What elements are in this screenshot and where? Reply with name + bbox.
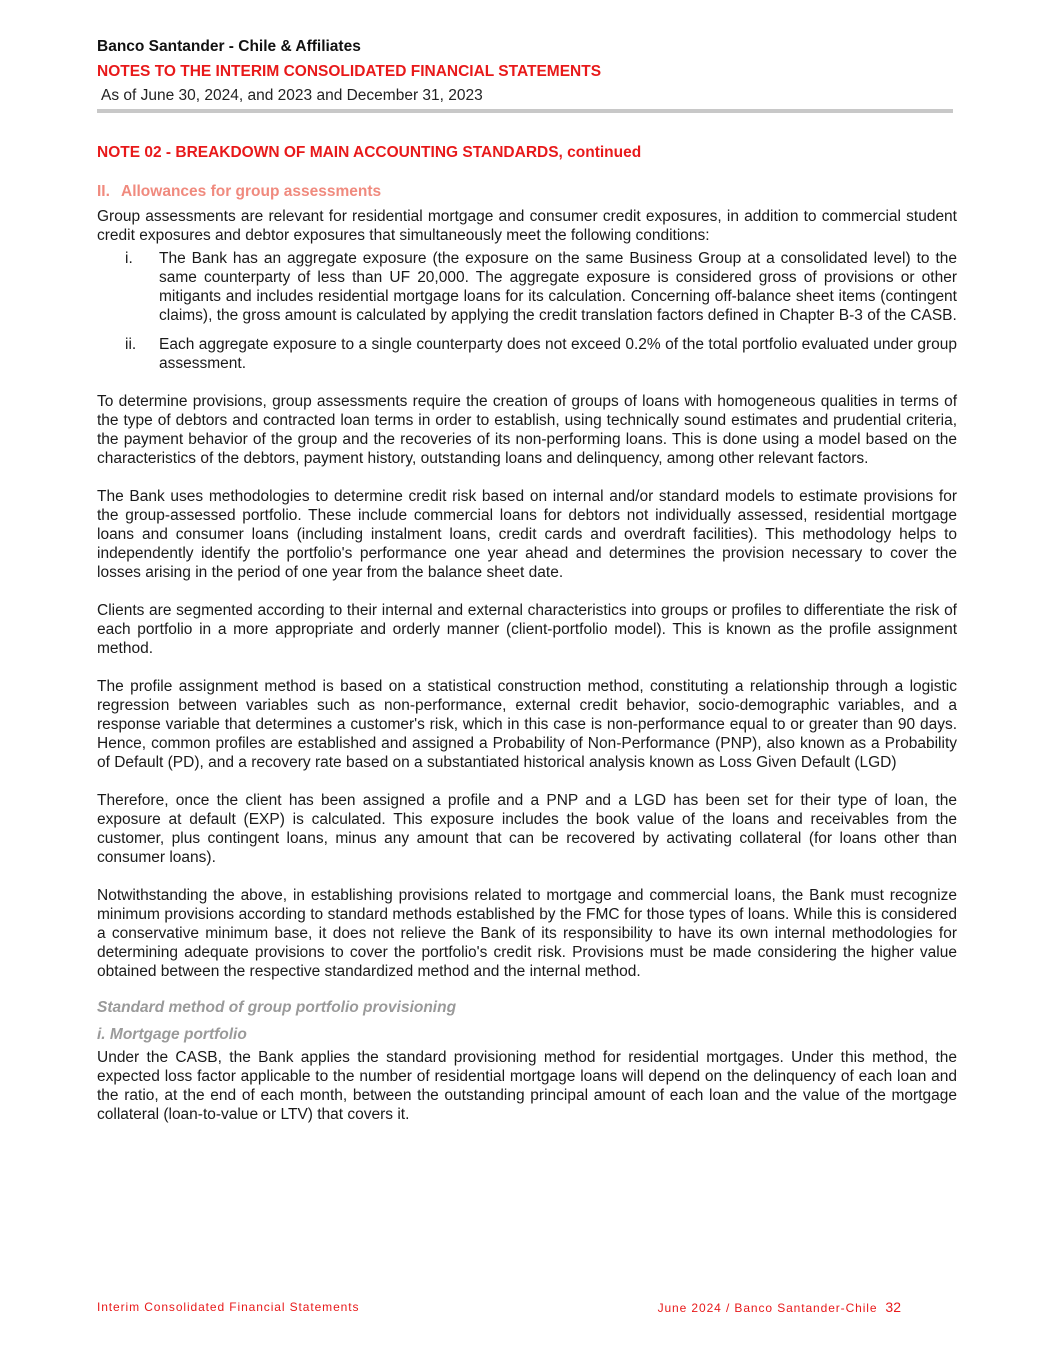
list-marker: i.	[125, 250, 133, 267]
document-date: As of June 30, 2024, and 2023 and December 31, 2023	[101, 87, 483, 104]
footer-right	[658, 1299, 901, 1316]
paragraph-segmentation: Clients are segmented according to their internal and external characteristics into groups or profiles to differentiate the risk of each portfolio in a more appropriate and orderly manner (client-portfolio model). This is known as the profile assignment method.	[97, 602, 957, 657]
note-title: NOTE 02 - BREAKDOWN OF MAIN ACCOUNTING STANDARDS, continued	[97, 144, 642, 161]
paragraph-provisions: To determine provisions, group assessments require the creation of groups of loans with homogeneous qualities in terms of the type of debtors and contracted loan terms in order to establish, using technically sound estimates and prudential criteria, the payment behavior of the group and the recoveries of its non-performing loans. This is done using a model based on the characteristics of the debtors, payment history, outstanding loans and delinquency, among other relevant factors.	[97, 393, 957, 467]
list-item-text: The Bank has an aggregate exposure (the exposure on the same Business Group at a consolidated level) to the same counterparty of less than UF 20,000. The aggregate exposure is considered gross of provisions or other mitigants and includes residential mortgage loans for its calculation. Concerning off-balance sheet items (contingent claims), the gross amount is calculated by applying the credit translation factors defined in Chapter B-3 of the CASB.	[159, 250, 957, 324]
conditions-list	[97, 249, 957, 373]
company-name: Banco Santander - Chile & Affiliates	[97, 38, 361, 55]
list-marker: ii.	[125, 336, 137, 353]
list-item	[97, 249, 957, 325]
mortgage-portfolio-heading: i. Mortgage portfolio	[97, 1026, 247, 1043]
standard-method-heading: Standard method of group portfolio provisioning	[97, 999, 457, 1016]
footer-right-text: June 2024 / Banco Santander-Chile	[657, 1301, 878, 1315]
list-item-text: Each aggregate exposure to a single counterparty does not exceed 0.2% of the total portfolio evaluated under group assessment.	[159, 336, 957, 372]
list-item	[97, 335, 957, 373]
intro-paragraph: Group assessments are relevant for residential mortgage and consumer credit exposures, in addition to commercial student credit exposures and debtor exposures that simultaneously meet the following conditions:	[97, 208, 957, 244]
page-number: 32	[885, 1299, 901, 1315]
mortgage-paragraph: Under the CASB, the Bank applies the standard provisioning method for residential mortgages. Under this method, the expected loss factor applicable to the number of residential mortgage loans will depend on the delinquency of each loan and the ratio, at the end of each month, between the outstanding principal amount of each loan and the value of the mortgage collateral (loan-to-value or LTV) that covers it.	[97, 1049, 957, 1123]
paragraph-exposure: Therefore, once the client has been assigned a profile and a PNP and a LGD has been set for their type of loan, the exposure at default (EXP) is calculated. This exposure includes the book value of the loans and receivables from the customer, plus contingent loans, minus any amount that can be recovered by activating collateral (for loans other than consumer loans).	[97, 792, 957, 866]
document-title: NOTES TO THE INTERIM CONSOLIDATED FINANCIAL STATEMENTS	[97, 63, 602, 80]
header-divider	[97, 109, 953, 113]
section-number: II.	[97, 183, 110, 200]
paragraph-minimum-provisions: Notwithstanding the above, in establishing provisions related to mortgage and commercial loans, the Bank must recognize minimum provisions according to standard methods established by the FMC for those types of loans. While this is considered a conservative minimum base, it does not relieve the Bank of its responsibility to have its own internal methodologies for determining adequate provisions to cover the portfolio's credit risk. Provisions must be made considering the higher value obtained between the respective standardized method and the internal method.	[97, 887, 957, 980]
section-title: Allowances for group assessments	[121, 183, 382, 200]
footer-left-text: Interim Consolidated Financial Statements	[97, 1300, 360, 1314]
paragraph-methodologies: The Bank uses methodologies to determine credit risk based on internal and/or standard models to estimate provisions for the group-assessed portfolio. These include commercial loans for debtors not individually assessed, residential mortgage loans and consumer loans (including instalment loans, credit cards and overdraft facilities). This methodology helps to independently identify the portfolio's performance one year ahead and determines the provision necessary to cover the losses arising in the period of one year from the balance sheet date.	[97, 488, 957, 581]
section-heading	[97, 181, 957, 203]
paragraph-profile-method: The profile assignment method is based on a statistical construction method, constituting a relationship through a logistic regression between variables such as non-performance, external credit behavior, socio-demographic variables, and a response variable that determines a customer's risk, which in this case is non-performance equal to or greater than 90 days. Hence, common profiles are established and assigned a Probability of Non-Performance (PNP), also known as a Probability of Default (PD), and a recovery rate based on a substantiated historical analysis known as Loss Given Default (LGD)	[97, 678, 957, 771]
page-content	[97, 36, 957, 1124]
